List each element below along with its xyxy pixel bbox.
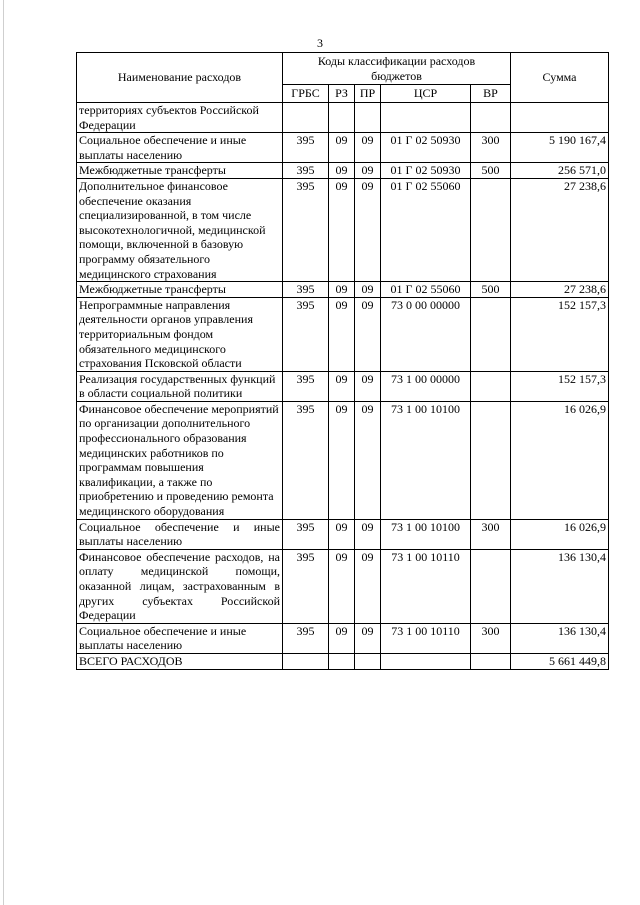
- table-row: [77, 371, 609, 401]
- row-sum-cell: 152 157,3: [511, 297, 609, 371]
- row-grbs-cell: 395: [283, 549, 329, 623]
- row-vr-cell: 500: [471, 282, 511, 298]
- row-grbs-cell: 395: [283, 623, 329, 653]
- row-rz-cell: 09: [329, 401, 355, 519]
- row-name-cell: ВСЕГО РАСХОДОВ: [77, 653, 283, 669]
- row-vr-cell: [471, 103, 511, 133]
- row-name-cell: Дополнительное финансовое обеспечение оказания специализированной, в том числе высокотехнологичной, медицинской помощи, включенной в базовую программу обязательного медицинского страхования: [77, 178, 283, 281]
- row-name-cell: Финансовое обеспечение расходов, на оплату медицинской помощи, оказанной лицам, застрахованным в других субъектах Российской Федерации: [77, 549, 283, 623]
- page-number: 3: [317, 36, 323, 50]
- header-pr: ПР: [355, 85, 381, 103]
- header-csr: ЦСР: [381, 85, 471, 103]
- row-vr-cell: 300: [471, 133, 511, 163]
- row-sum-cell: 16 026,9: [511, 519, 609, 549]
- row-name-cell: Социальное обеспечение и иные выплаты населению: [77, 133, 283, 163]
- table-body: [77, 103, 609, 670]
- row-sum-cell: [511, 103, 609, 133]
- table-row: [77, 178, 609, 281]
- row-csr-cell: 01 Г 02 50930: [381, 133, 471, 163]
- row-sum-cell: 5 661 449,8: [511, 653, 609, 669]
- row-vr-cell: [471, 297, 511, 371]
- row-sum-cell: 27 238,6: [511, 178, 609, 281]
- row-name-cell: Финансовое обеспечение мероприятий по организации дополнительного профессионального образования медицинских работников по программам повышения квалификации, а также по приобретению и проведению ремонта медицинского оборудования: [77, 401, 283, 519]
- row-grbs-cell: 395: [283, 297, 329, 371]
- header-codes-line1: Коды классификации расходов: [317, 53, 476, 68]
- row-rz-cell: 09: [329, 163, 355, 179]
- row-name-cell: Социальное обеспечение и иные выплаты населению: [77, 519, 283, 549]
- row-pr-cell: 09: [355, 371, 381, 401]
- row-csr-cell: 73 0 00 00000: [381, 297, 471, 371]
- table-row: [77, 297, 609, 371]
- row-rz-cell: [329, 103, 355, 133]
- header-codes-group: [283, 53, 511, 85]
- row-vr-cell: 500: [471, 163, 511, 179]
- row-vr-cell: [471, 549, 511, 623]
- header-codes-line2: бюджетов: [371, 68, 422, 83]
- row-rz-cell: 09: [329, 282, 355, 298]
- row-sum-cell: 256 571,0: [511, 163, 609, 179]
- row-pr-cell: 09: [355, 549, 381, 623]
- row-vr-cell: [471, 178, 511, 281]
- row-csr-cell: 01 Г 02 55060: [381, 282, 471, 298]
- row-pr-cell: [355, 103, 381, 133]
- row-sum-cell: 27 238,6: [511, 282, 609, 298]
- row-pr-cell: 09: [355, 178, 381, 281]
- header-name: Наименование расходов: [77, 53, 283, 103]
- row-grbs-cell: [283, 653, 329, 669]
- table-row: [77, 623, 609, 653]
- row-pr-cell: 09: [355, 133, 381, 163]
- row-grbs-cell: 395: [283, 519, 329, 549]
- row-name-cell: Реализация государственных функций в области социальной политики: [77, 371, 283, 401]
- table-row: [77, 163, 609, 179]
- row-grbs-cell: 395: [283, 371, 329, 401]
- header-rz: РЗ: [329, 85, 355, 103]
- row-pr-cell: 09: [355, 163, 381, 179]
- row-rz-cell: 09: [329, 133, 355, 163]
- row-sum-cell: 152 157,3: [511, 371, 609, 401]
- table-row: [77, 519, 609, 549]
- row-pr-cell: 09: [355, 297, 381, 371]
- table-row: [77, 549, 609, 623]
- header-grbs: ГРБС: [283, 85, 329, 103]
- row-csr-cell: 73 1 00 10110: [381, 623, 471, 653]
- table-row: [77, 282, 609, 298]
- row-csr-cell: 01 Г 02 55060: [381, 178, 471, 281]
- row-vr-cell: 300: [471, 519, 511, 549]
- row-grbs-cell: 395: [283, 282, 329, 298]
- row-grbs-cell: 395: [283, 401, 329, 519]
- table-row: [77, 401, 609, 519]
- row-pr-cell: [355, 653, 381, 669]
- row-pr-cell: 09: [355, 623, 381, 653]
- table-row: [77, 103, 609, 133]
- row-csr-cell: [381, 653, 471, 669]
- row-sum-cell: 5 190 167,4: [511, 133, 609, 163]
- row-name-cell: территориях субъектов Российской Федерации: [77, 103, 283, 133]
- row-pr-cell: 09: [355, 401, 381, 519]
- table-row: [77, 653, 609, 669]
- row-vr-cell: 300: [471, 623, 511, 653]
- expenditure-table: [76, 52, 609, 670]
- row-grbs-cell: [283, 103, 329, 133]
- row-vr-cell: [471, 401, 511, 519]
- row-name-cell: Непрограммные направления деятельности органов управления территориальным фондом обязательного медицинского страхования Псковской области: [77, 297, 283, 371]
- row-rz-cell: [329, 653, 355, 669]
- row-rz-cell: 09: [329, 519, 355, 549]
- scan-edge: [3, 0, 4, 905]
- row-name-cell: Межбюджетные трансферты: [77, 163, 283, 179]
- row-csr-cell: 73 1 00 00000: [381, 371, 471, 401]
- row-rz-cell: 09: [329, 297, 355, 371]
- row-csr-cell: 73 1 00 10100: [381, 519, 471, 549]
- row-sum-cell: 16 026,9: [511, 401, 609, 519]
- row-vr-cell: [471, 371, 511, 401]
- row-sum-cell: 136 130,4: [511, 623, 609, 653]
- header-sum: Сумма: [511, 53, 609, 103]
- row-csr-cell: 01 Г 02 50930: [381, 163, 471, 179]
- row-grbs-cell: 395: [283, 163, 329, 179]
- row-rz-cell: 09: [329, 178, 355, 281]
- row-rz-cell: 09: [329, 371, 355, 401]
- row-csr-cell: 73 1 00 10100: [381, 401, 471, 519]
- row-sum-cell: 136 130,4: [511, 549, 609, 623]
- row-rz-cell: 09: [329, 549, 355, 623]
- row-vr-cell: [471, 653, 511, 669]
- row-name-cell: Социальное обеспечение и иные выплаты населению: [77, 623, 283, 653]
- row-grbs-cell: 395: [283, 133, 329, 163]
- header-vr: ВР: [471, 85, 511, 103]
- row-grbs-cell: 395: [283, 178, 329, 281]
- table-row: [77, 133, 609, 163]
- row-pr-cell: 09: [355, 519, 381, 549]
- row-pr-cell: 09: [355, 282, 381, 298]
- row-csr-cell: 73 1 00 10110: [381, 549, 471, 623]
- row-csr-cell: [381, 103, 471, 133]
- row-rz-cell: 09: [329, 623, 355, 653]
- row-name-cell: Межбюджетные трансферты: [77, 282, 283, 298]
